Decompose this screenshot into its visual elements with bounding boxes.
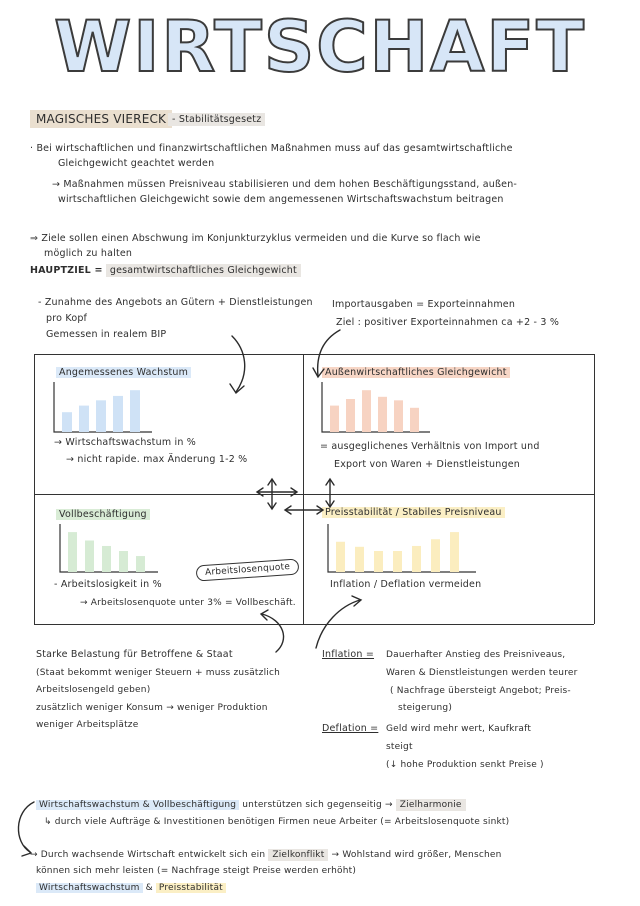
footer-line-4: können sich mehr leisten (= Nachfrage steigt Preise werden erhöht) xyxy=(36,866,357,876)
goal-line-1: ⇒ Ziele sollen einen Abschwung im Konjunkturzyklus vermeiden und die Kurve so flach wie xyxy=(30,233,481,244)
footer-and: & xyxy=(145,883,153,893)
footer-stability: Preisstabilität xyxy=(156,883,226,893)
footer-conflict: Zielkonflikt xyxy=(268,849,328,861)
intro-line-2: Gleichgewicht geachtet werden xyxy=(58,158,215,169)
note-tr-line-1: Importausgaben = Exporteinnahmen xyxy=(332,299,516,310)
footer-growth-2: Wirtschaftswachstum xyxy=(36,883,143,893)
q3-title: Vollbeschäftigung xyxy=(56,509,150,520)
q4-title: Preisstabilität / Stabiles Preisniveau xyxy=(322,507,505,518)
q1-line-1: → Wirtschaftswachstum in % xyxy=(54,437,197,448)
q3-bubble: Arbeitslosenquote xyxy=(196,558,300,581)
note-bl-line-1: Starke Belastung für Betroffene & Staat xyxy=(36,649,233,660)
deflation-line-2: steigt xyxy=(386,742,413,752)
intro-line-1: · Bei wirtschaftlichen und finanzwirtschaftlichen Maßnahmen muss auf das gesamtwirtschaftliche xyxy=(30,143,513,154)
q1-title: Angemessenes Wachstum xyxy=(56,367,191,378)
note-tl-line-1: - Zunahme des Angebots an Gütern + Dienstleistungen xyxy=(38,297,313,308)
note-bl-line-5: weniger Arbeitsplätze xyxy=(36,720,139,730)
inflation-line-4: steigerung) xyxy=(398,703,453,713)
section-tag: - Stabilitätsgesetz xyxy=(168,113,265,126)
note-bl-line-2: (Staat bekommt weniger Steuern + muss zusätzlich xyxy=(36,668,281,678)
note-tl-line-2: pro Kopf xyxy=(46,313,88,324)
footer-line-5 xyxy=(36,881,226,895)
inflation-line-1: Dauerhafter Anstieg des Preisniveaus, xyxy=(386,650,566,660)
goal-line-2: möglich zu halten xyxy=(44,248,133,259)
section-heading: MAGISCHES VIERECK xyxy=(30,110,172,128)
footer-growing-economy: → Durch wachsende Wirtschaft entwickelt sich ein xyxy=(30,850,266,860)
note-bl-line-4: zusätzlich weniger Konsum → weniger Produktion xyxy=(36,703,268,713)
footer-line-2: ↳ durch viele Aufträge & Investitionen benötigen Firmen neue Arbeiter (= Arbeitslosenquote sinkt) xyxy=(44,817,510,827)
inflation-label: Inflation = xyxy=(322,649,375,660)
deflation-label: Deflation = xyxy=(322,723,379,734)
goal-label: HAUPTZIEL = xyxy=(30,265,103,276)
goal-value: gesamtwirtschaftliches Gleichgewicht xyxy=(106,264,301,277)
q3-line-2: → Arbeitslosenquote unter 3% = Vollbeschäft. xyxy=(80,598,296,608)
footer-harmony: Zielharmonie xyxy=(396,799,466,811)
deflation-line-3: (↓ hohe Produktion senkt Preise ) xyxy=(386,760,544,770)
intro-line-3: → Maßnahmen müssen Preisniveau stabilisieren und dem hohen Beschäftigungsstand, außen- xyxy=(52,179,518,190)
note-bl-line-3: Arbeitslosengeld geben) xyxy=(36,685,151,695)
note-tr-line-2: Ziel : positiver Exporteinnahmen ca +2 - 3 % xyxy=(336,317,560,328)
q2-line-1: = ausgeglichenes Verhältnis von Import und xyxy=(320,441,540,452)
deflation-line-1: Geld wird mehr wert, Kaufkraft xyxy=(386,724,532,734)
inflation-line-2: Waren & Dienstleistungen werden teurer xyxy=(386,668,578,678)
q2-title: Außenwirtschaftliches Gleichgewicht xyxy=(322,367,510,378)
q1-line-2: → nicht rapide. max Änderung 1-2 % xyxy=(66,454,248,465)
footer-growth-1: Wirtschaftswachstum & Vollbeschäftigung xyxy=(36,800,239,810)
inflation-line-3: ( Nachfrage übersteigt Angebot; Preis- xyxy=(390,686,571,696)
note-tl-line-3: Gemessen in realem BIP xyxy=(46,329,167,340)
footer-support: unterstützen sich gegenseitig → xyxy=(242,800,393,810)
intro-line-4: wirtschaftlichen Gleichgewicht sowie dem angemessenen Wirtschaftswachstum beitragen xyxy=(58,194,504,205)
q4-line-1: Inflation / Deflation vermeiden xyxy=(330,579,482,590)
q3-line-1: - Arbeitslosigkeit in % xyxy=(54,579,162,590)
footer-line-1 xyxy=(36,798,466,812)
footer-wealth: → Wohlstand wird größer, Menschen xyxy=(331,850,502,860)
q2-line-2: Export von Waren + Dienstleistungen xyxy=(334,459,520,470)
footer-line-3 xyxy=(30,848,502,862)
page-title: WIRTSCHAFT xyxy=(54,6,586,88)
